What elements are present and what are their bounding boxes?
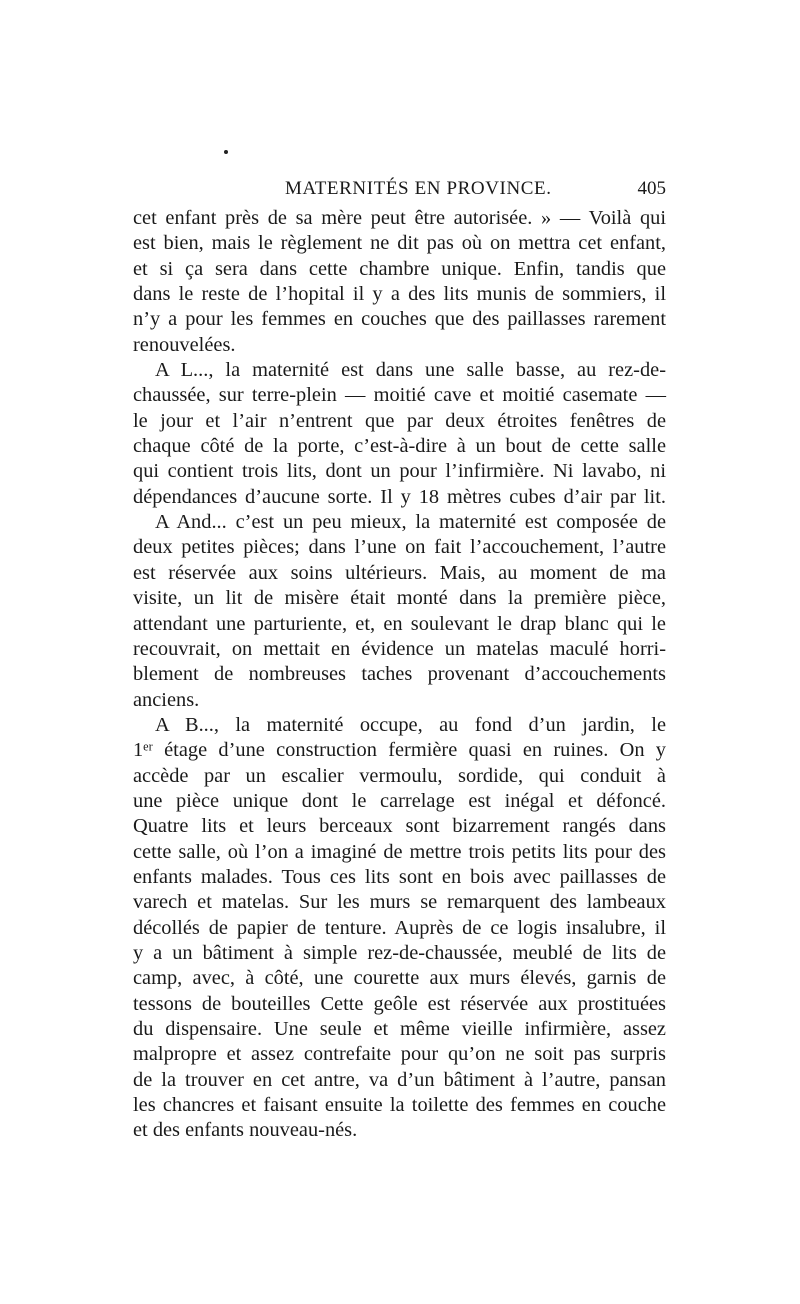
text-line: cet enfant près de sa mère peut être autorisée. » — Voilà qui [133,207,666,229]
text-line: une pièce unique dont le carrelage est inégal et défoncé. [133,789,666,812]
text-line: du dispensaire. Une seule et même vieille infirmière, assez [133,1018,666,1040]
text-line: de la trouver en cet antre, va d’un bâtiment à l’autre, pansan [133,1068,666,1091]
text-line: est bien, mais le règlement ne dit pas où on mettra cet enfant, [133,232,666,255]
paragraph [133,713,666,1144]
body-text [133,206,666,1144]
text-line: A And... c’est un peu mieux, la maternité est composée de [155,511,666,534]
text-line: accède par un escalier vermoulu, sordide, qui conduit à [133,764,666,787]
text-line: A B..., la maternité occupe, au fond d’un jardin, le [155,713,666,736]
running-title: MATERNITÉS EN PROVINCE. [285,178,552,199]
text-line: décollés de papier de tenture. Auprès de ce logis insalubre, il [133,916,666,939]
text-line: varech et matelas. Sur les murs se remarquent des lambeaux [133,891,666,914]
text-line: attendant une parturiente, et, en soulevant le drap blanc qui le [133,612,666,635]
text-line: visite, un lit de misère était monté dans la première pièce, [133,587,666,610]
text-line: cette salle, où l’on a imaginé de mettre trois petits lits pour des [133,840,666,863]
text-line: 1ᵉʳ étage d’une construction fermière quasi en ruines. On y [133,739,666,762]
ink-speck [224,150,228,154]
text-line: renouvelées. [133,333,236,356]
text-line: chaussée, sur terre-plein — moitié cave et moitié casemate — [133,384,666,407]
text-line: et si ça sera dans cette chambre unique. Enfin, tandis que [133,257,666,280]
paragraph [133,206,666,358]
text-line: dans le reste de l’hopital il y a des lits munis de sommiers, il [133,283,666,306]
text-line: et des enfants nouveau-nés. [133,1119,358,1142]
text-line: chaque côté de la porte, c’est-à-dire à un bout de cette salle [133,435,666,458]
text-line: anciens. [133,688,200,711]
text-line: deux petites pièces; dans l’une on fait l’accouchement, l’autre [133,536,666,559]
text-line: malpropre et assez contrefaite pour qu’on ne soit pas surpris [133,1043,666,1066]
text-line: camp, avec, à côté, une courette aux murs élevés, garnis de [133,967,666,990]
text-line: A L..., la maternité est dans une salle basse, au rez-de- [155,359,666,382]
text-line: Quatre lits et leurs berceaux sont bizarrement rangés dans [133,815,666,838]
text-line: n’y a pour les femmes en couches que des paillasses rarement [133,308,666,331]
text-line: enfants malades. Tous ces lits sont en bois avec paillasses de [133,865,666,888]
text-line: le jour et l’air n’entrent que par deux étroites fenêtres de [133,409,666,432]
page-number: 405 [637,178,666,199]
paragraph [133,510,666,713]
paragraph [133,358,666,510]
text-line: les chancres et faisant ensuite la toilette des femmes en couche [133,1094,666,1117]
text-line: dépendances d’aucune sorte. Il y 18 mètres cubes d’air par lit. [133,485,666,508]
text-line: tessons de bouteilles Cette geôle est réservée aux prostituées [133,992,666,1015]
text-line: recouvrait, on mettait en évidence un matelas maculé horri- [133,637,666,660]
text-line: y a un bâtiment à simple rez-de-chaussée, meublé de lits de [133,941,666,964]
running-head [133,178,666,206]
text-line: blement de nombreuses taches provenant d’accouchements [133,663,666,686]
text-line: est réservée aux soins ultérieurs. Mais, au moment de ma [133,561,666,584]
text-line: qui contient trois lits, dont un pour l’infirmière. Ni lavabo, ni [133,460,666,483]
